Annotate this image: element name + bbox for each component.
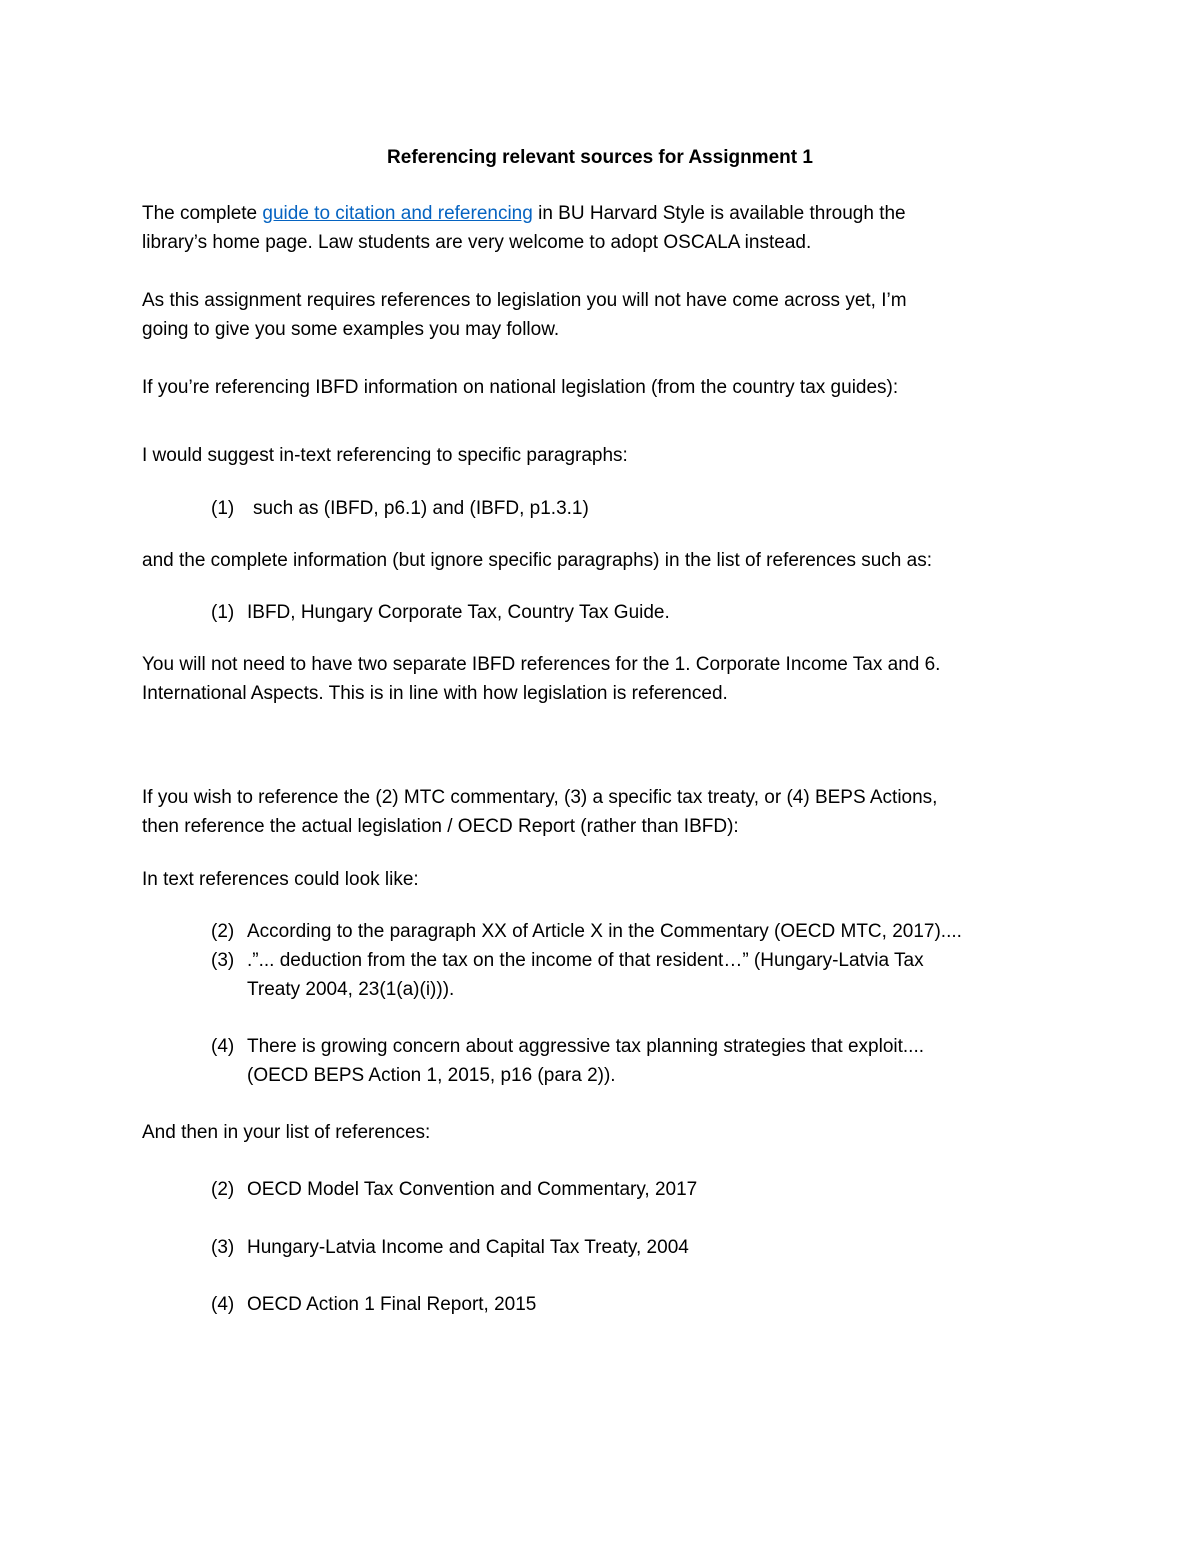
list-item-number: (4) — [211, 1294, 235, 1315]
list-item-text: OECD Action 1 Final Report, 2015 — [247, 1294, 537, 1315]
list-item-number: (2) — [211, 1179, 235, 1200]
ibfd-intext-text: such as (IBFD, p6.1) and (IBFD, p1.3.1) — [253, 498, 589, 519]
list-heading: And then in your list of references: — [142, 1122, 431, 1143]
legislation-line-2: going to give you some examples you may follow. — [142, 319, 560, 340]
intext-item-number: (4) — [211, 1036, 235, 1057]
intext-item-number: (3) — [211, 950, 235, 971]
ibfd-heading: If you’re referencing IBFD information on national legislation (from the country tax guides): — [142, 377, 899, 398]
ibfd-ref-text: IBFD, Hungary Corporate Tax, Country Tax Guide. — [247, 602, 670, 623]
ibfd-ref-number: (1) — [211, 602, 235, 623]
ibfd-intext-number: (1) — [211, 498, 235, 519]
list-item-text: OECD Model Tax Convention and Commentary, 2017 — [247, 1179, 698, 1200]
intext-item-number: (2) — [211, 921, 235, 942]
intro-line-1 — [142, 199, 906, 228]
intext-heading: In text references could look like: — [142, 869, 419, 890]
intext-item-line: .”... deduction from the tax on the income of that resident…” (Hungary-Latvia Tax — [247, 950, 924, 971]
suggest-text: I would suggest in-text referencing to specific paragraphs: — [142, 445, 628, 466]
intro-line-2: library’s home page. Law students are very welcome to adopt OSCALA instead. — [142, 232, 812, 253]
list-item-text: Hungary-Latvia Income and Capital Tax Treaty, 2004 — [247, 1237, 689, 1258]
intext-item-line: Treaty 2004, 23(1(a)(i))). — [247, 979, 455, 1000]
legislation-line-1: As this assignment requires references to legislation you will not have come across yet, I’m — [142, 290, 907, 311]
intext-item-line: There is growing concern about aggressive tax planning strategies that exploit.... — [247, 1036, 924, 1057]
citation-guide-link[interactable]: guide to citation and referencing — [262, 203, 533, 224]
document-title: Referencing relevant sources for Assignment 1 — [387, 147, 813, 168]
intext-item-line: (OECD BEPS Action 1, 2015, p16 (para 2)). — [247, 1065, 616, 1086]
list-item-number: (3) — [211, 1237, 235, 1258]
intro-suffix: in BU Harvard Style is available through the — [532, 203, 906, 224]
separate-line-1: You will not need to have two separate IBFD references for the 1. Corporate Income Tax and 6. — [142, 654, 941, 675]
intext-item-line: According to the paragraph XX of Article X in the Commentary (OECD MTC, 2017).... — [247, 921, 962, 942]
wish-line-2: then reference the actual legislation / OECD Report (rather than IBFD): — [142, 816, 739, 837]
wish-line-1: If you wish to reference the (2) MTC commentary, (3) a specific tax treaty, or (4) BEPS Actions, — [142, 787, 938, 808]
intro-prefix: The complete — [142, 203, 263, 224]
separate-line-2: International Aspects. This is in line with how legislation is referenced. — [142, 683, 728, 704]
complete-info-text: and the complete information (but ignore specific paragraphs) in the list of references such as: — [142, 550, 932, 571]
